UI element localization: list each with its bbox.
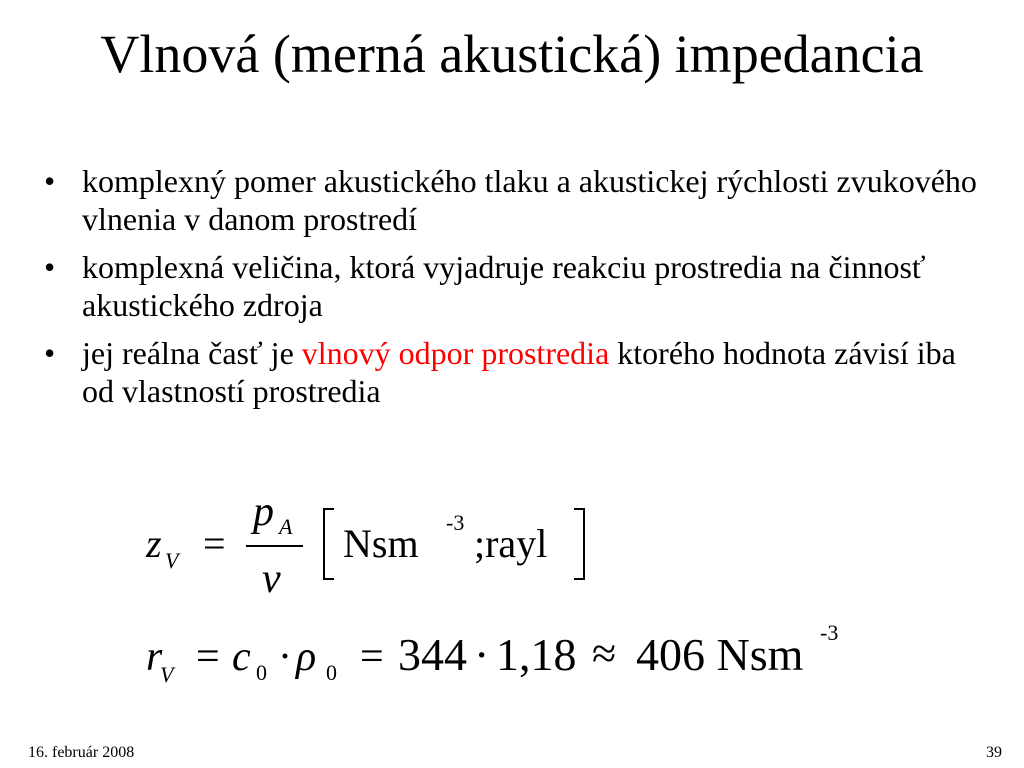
footer-date: 16. február 2008 (28, 744, 135, 761)
formula-v: v (262, 556, 281, 602)
formula-rho-sub: 0 (326, 660, 337, 685)
formula-value-a: 344 (398, 629, 467, 680)
formula-p: p (253, 489, 274, 535)
bullet-list (40, 162, 980, 420)
formula-p-sub: A (279, 514, 293, 539)
formula-equals-2: = (360, 634, 384, 680)
formula-z: z (146, 521, 162, 566)
formula-r: r (146, 634, 163, 680)
formula-z-sub: V (165, 548, 179, 573)
formula-value-b: 1,18 (496, 629, 577, 680)
formula-unit-exp: -3 (446, 510, 465, 535)
bullet-text-start: jej reálna časť je (82, 335, 302, 371)
formula-dot-1: · (278, 634, 292, 680)
formula-c-sub: 0 (256, 660, 267, 685)
formula-approx: ≈ (592, 629, 617, 678)
bullet-marker: • (44, 249, 56, 285)
slide-title: Vlnová (merná akustická) impedancia (100, 24, 924, 84)
bullet-item (40, 248, 980, 324)
formula-rho: ρ (296, 634, 317, 680)
formula-r-sub: V (160, 662, 174, 687)
formula-result-exp: -3 (820, 620, 839, 645)
formula-result: 406 Nsm (636, 629, 804, 680)
formula-dot-2: · (474, 629, 490, 680)
bullet-item (40, 334, 980, 410)
left-bracket (324, 509, 334, 579)
formula-unit-tail: ;rayl (474, 521, 548, 566)
bullet-marker: • (44, 335, 56, 371)
formula-equals: = (203, 521, 226, 566)
formula-equals-1: = (196, 634, 220, 680)
page-number: 39 (986, 744, 1002, 761)
bullet-item (40, 162, 980, 238)
formula-unit: Nsm (343, 521, 419, 566)
formula-c: c (232, 634, 251, 680)
bullet-text: komplexný pomer akustického tlaku a akustickej rýchlosti zvukového vlnenia v danom prostredí (82, 163, 977, 237)
bullet-text-end: ktorého hodnota závisí iba od vlastností prostredia (82, 335, 956, 409)
bullet-marker: • (44, 163, 56, 199)
fraction-bar (246, 545, 303, 547)
bullet-highlight: vlnový odpor prostredia (301, 335, 610, 371)
bullet-text: komplexná veličina, ktorá vyjadruje reakciu prostredia na činnosť akustického zdroja (82, 249, 926, 323)
right-bracket (574, 509, 584, 579)
